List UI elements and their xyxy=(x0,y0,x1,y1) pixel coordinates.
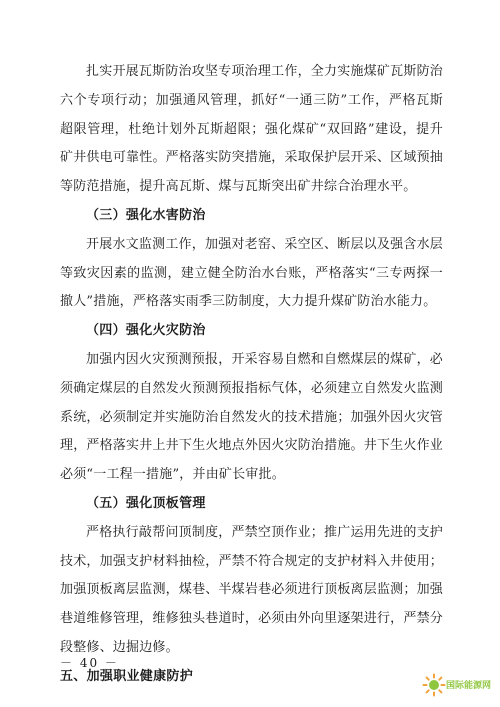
heading-fire-prevention: （四）强化火灾防治 xyxy=(86,323,206,339)
paragraph-gas-control: 扎实开展瓦斯防治攻坚专项治理工作，全力实施煤矿瓦斯防治六个专项行动；加强通风管理，抓好“一通三防”工作，严格瓦斯超限管理，杜绝计划外瓦斯超限；强化煤矿“双回路”建设，提升矿井供电可靠性。严格落实防突措施，采取保护层开采、区域预抽等防范措施，提升高瓦斯、煤与瓦斯突出矿井综合治理水平。 xyxy=(60,64,443,195)
paragraph-water-hazard: 开展水文监测工作，加强对老窑、采空区、断层以及强含水层等致灾因素的监测，建立健全防治水台账，严格落实“三专两探一撤人”措施，严格落实雨季三防制度，大力提升煤矿防治水能力。 xyxy=(60,236,443,310)
watermark-text: 国际能源网 xyxy=(446,681,492,691)
paragraph-fire-prevention: 加强内因火灾预测预报，开采容易自燃和自燃煤层的煤矿，必须确定煤层的自然发火预测预报指标气体，必须建立自然发火监测系统，必须制定并实施防治自然发火的技术措施；加强外因火灾管理，严格落实井上井下生火地点外因火灾防治措施。井下生火作业必须“一工程一措施”，并由矿长审批。 xyxy=(60,351,443,483)
sun-logo-icon xyxy=(422,673,446,697)
watermark-logo xyxy=(422,671,492,701)
page-number: － 40 － xyxy=(60,656,119,670)
heading-water-hazard: （三）强化水害防治 xyxy=(86,207,206,223)
heading-roof-management: （五）强化顶板管理 xyxy=(86,495,206,511)
paragraph-roof-management: 严格执行敲帮问顶制度，严禁空顶作业；推广运用先进的支护技术，加强支护材料抽检，严禁不符合规定的支护材料入井使用；加强顶板离层监测，煤巷、半煤岩巷必须进行顶板离层监测；加强巷道维修管理，维修独头巷道时，必须由外向里逐架进行，严禁分段整修、边掘边修。 xyxy=(60,524,443,655)
page-content xyxy=(60,58,443,692)
heading-occupational-health: 五、加强职业健康防护 xyxy=(60,668,194,684)
